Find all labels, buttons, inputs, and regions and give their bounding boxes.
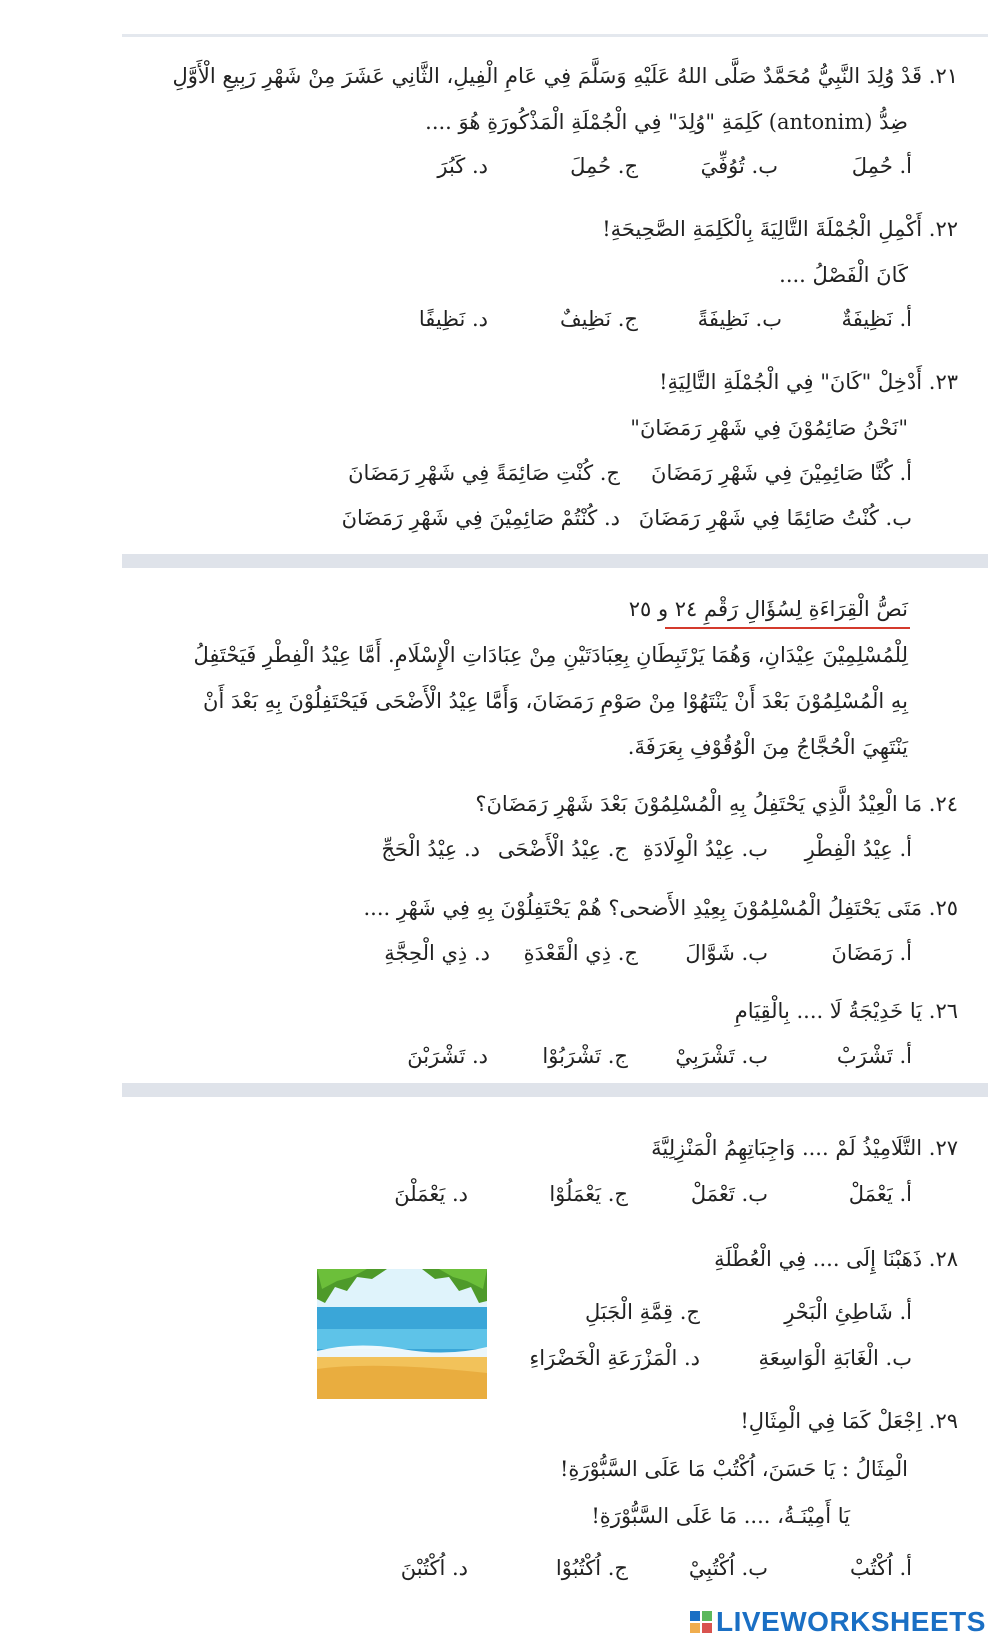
q29-option-b[interactable]: ب. اُكْتُبِيْ [688, 1556, 768, 1580]
q26-option-b[interactable]: ب. تَشْرَبِيْ [675, 1044, 768, 1068]
q27-option-a[interactable]: أ. يَعْمَلْ [848, 1182, 912, 1206]
q27-option-d[interactable]: د. يَعْمَلْنَ [394, 1182, 468, 1206]
q21-option-c[interactable]: ج. حُمِلَ [570, 154, 638, 178]
reading-title-underline [665, 627, 910, 629]
reading-line-2: بِهِ الْمُسْلِمُوْنَ بَعْدَ أَنْ يَنْتَهُوْا مِنْ صَوْمِ رَمَضَانَ، وَأَمَّا عِيْدُ الْأَضْحَى فَيَحْتَفِلُوْنَ بِهِ بَعْدَ أَنْ [203, 689, 908, 713]
q23-option-b[interactable]: ب. كُنْتُ صَائِمًا فِي شَهْرِ رَمَضَانَ [638, 506, 912, 530]
q28-option-b[interactable]: ب. الْغَابَةِ الْوَاسِعَةِ [758, 1346, 912, 1370]
q27-option-c[interactable]: ج. يَعْمَلُوْا [549, 1182, 628, 1206]
q27-option-b[interactable]: ب. تَعْمَلْ [690, 1182, 768, 1206]
q22-option-a[interactable]: أ. نَظِيفَةٌ [841, 307, 912, 331]
q22-option-d[interactable]: د. نَظِيفًا [418, 307, 488, 331]
q24-option-d[interactable]: د. عِيْدُ الْحَجِّ [381, 837, 480, 861]
question-22-text: ٢٢. أَكْمِلِ الْجُمْلَةَ التَّالِيَةَ بِالْكَلِمَةِ الصَّحِيحَةِ! [602, 217, 958, 241]
question-27-text: ٢٧. التَّلَامِيْذُ لَمْ .... وَاجِبَاتِهِمُ الْمَنْزِلِيَّةَ [651, 1136, 958, 1160]
q26-option-d[interactable]: د. تَشْرَبْنَ [407, 1044, 488, 1068]
question-26-text: ٢٦. يَا خَدِيْجَةُ لَا .... بِالْقِيَامِ [734, 999, 958, 1023]
logo-text: LIVEWORKSHEETS [716, 1606, 986, 1637]
q28-option-c[interactable]: ج. قِمَّةِ الْجَبَلِ [584, 1300, 700, 1324]
liveworksheets-logo [690, 1602, 986, 1642]
q29-option-a[interactable]: أ. اُكْتُبْ [850, 1556, 912, 1580]
question-29-example: الْمِثَالُ : يَا حَسَنَ، اُكْتُبْ مَا عَلَى السَّبُّوْرَةِ! [559, 1457, 908, 1481]
q21-option-d[interactable]: د. كَبُرَ [437, 154, 488, 178]
q24-option-a[interactable]: أ. عِيْدُ الْفِطْرِ [804, 837, 912, 861]
question-29-text: ٢٩. اِجْعَلْ كَمَا فِي الْمِثَالِ! [740, 1409, 958, 1433]
q24-option-b[interactable]: ب. عِيْدُ الْوِلَادَةِ [642, 837, 768, 861]
q23-option-d[interactable]: د. كُنْتُمْ صَائِمِيْنَ فِي شَهْرِ رَمَضَانَ [341, 506, 620, 530]
section-divider [122, 554, 988, 568]
q25-option-a[interactable]: أ. رَمَضَانَ [831, 941, 912, 965]
q23-option-a[interactable]: أ. كُنَّا صَائِمِيْنَ فِي شَهْرِ رَمَضَانَ [651, 461, 912, 485]
question-21-text: ٢١. قَدْ وُلِدَ النَّبِيُّ مُحَمَّدٌ صَلَّى اللهُ عَلَيْهِ وَسَلَّمَ فِي عَامِ الْفِيلِ، الثَّانِي عَشَرَ مِنْ شَهْرِ رَبِيعِ الْأَوَّلِ [172, 64, 958, 88]
q26-option-c[interactable]: ج. تَشْرَبُوْا [542, 1044, 628, 1068]
question-24-text: ٢٤. مَا الْعِيْدُ الَّذِي يَحْتَفِلُ بِهِ الْمُسْلِمُوْنَ بَعْدَ شَهْرِ رَمَضَانَ؟ [475, 792, 958, 816]
beach-image [317, 1269, 487, 1399]
question-23-sentence: "نَحْنُ صَائِمُوْنَ فِي شَهْرِ رَمَضَانَ" [630, 416, 908, 440]
question-29-sentence: يَا أَمِيْنَـةُ، .... مَا عَلَى السَّبُّوْرَةِ! [591, 1504, 850, 1528]
q25-option-b[interactable]: ب. شَوَّالَ [685, 941, 768, 965]
question-25-text: ٢٥. مَتَى يَحْتَفِلُ الْمُسْلِمُوْنَ بِعِيْدِ الأَضحى؟ هُمْ يَحْتَفِلُوْنَ بِهِ فِي شَهْرِ .... [363, 896, 958, 920]
q26-option-a[interactable]: أ. تَشْرَبْ [836, 1044, 912, 1068]
top-divider [122, 34, 988, 37]
question-21-prompt: ضِدُّ (antonim) كَلِمَةِ "وُلِدَ" فِي الْجُمْلَةِ الْمَذْكُورَةِ هُوَ .... [425, 110, 908, 134]
q21-option-a[interactable]: أ. حُمِلَ [851, 154, 912, 178]
q22-option-c[interactable]: ج. نَظِيفٌ [559, 307, 638, 331]
logo-icon [690, 1611, 712, 1633]
section-divider [122, 1083, 988, 1097]
q24-option-c[interactable]: ج. عِيْدُ الْأَضْحَى [497, 837, 628, 861]
reading-title: نَصُّ الْقِرَاءَةِ لِسُؤَالِ رَقْمِ ٢٤ و ٢٥ [628, 597, 908, 621]
question-23-text: ٢٣. أَدْخِلْ "كَانَ" فِي الْجُمْلَةِ التَّالِيَةِ! [659, 370, 958, 394]
q28-option-a[interactable]: أ. شَاطِئِ الْبَحْرِ [784, 1300, 912, 1324]
q21-option-b[interactable]: ب. تُوُفِّيَ [700, 154, 778, 178]
question-28-text: ٢٨. ذَهَبْنَا إِلَى .... فِي الْعُطْلَةِ [714, 1247, 958, 1271]
q23-option-c[interactable]: ج. كُنْتِ صَائِمَةً فِي شَهْرِ رَمَضَانَ [348, 461, 620, 485]
q29-option-d[interactable]: د. اُكْتُبْنَ [400, 1556, 468, 1580]
question-22-sentence: كَانَ الْفَصْلُ .... [779, 263, 908, 287]
q25-option-d[interactable]: د. ذِي الْحِجَّةِ [384, 941, 490, 965]
q29-option-c[interactable]: ج. اُكْتُبُوْا [555, 1556, 628, 1580]
q22-option-b[interactable]: ب. نَظِيفَةً [697, 307, 782, 331]
reading-line-1: لِلْمُسْلِمِيْنَ عِيْدَانِ، وَهُمَا يَرْتَبِطَانِ بِعِبَادَتَيْنِ مِنْ عِبَادَاتِ الْإِسْلَامِ. أَمَّا عِيْدُ الْفِطْرِ فَيَحْتَفِلُ [193, 643, 908, 667]
reading-line-3: يَنْتَهِيَ الْحُجَّاجُ مِنَ الْوُقُوْفِ بِعَرَفَةَ. [627, 735, 908, 759]
q25-option-c[interactable]: ج. ذِي الْقَعْدَةِ [523, 941, 638, 965]
q28-option-d[interactable]: د. الْمَزْرَعَةِ الْخَضْرَاءِ [529, 1346, 700, 1370]
